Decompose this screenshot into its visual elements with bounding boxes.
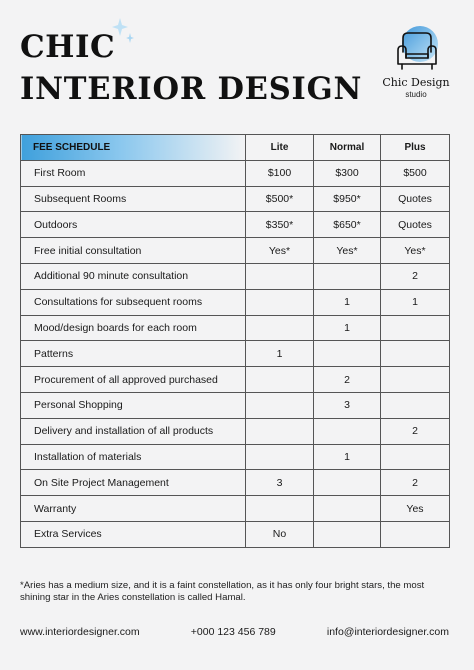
table-row: [21, 263, 450, 289]
row-label: Extra Services: [21, 521, 246, 547]
cell-lite: Yes*: [246, 238, 314, 264]
logo-name: Chic Design: [382, 76, 450, 89]
cell-lite: [246, 392, 314, 418]
cell-normal: [314, 496, 381, 522]
cell-normal: 3: [314, 392, 381, 418]
cell-plus: 1: [381, 289, 450, 315]
cell-plus: Quotes: [381, 212, 450, 238]
table-row: [21, 341, 450, 367]
cell-lite: 1: [246, 341, 314, 367]
row-label: On Site Project Management: [21, 470, 246, 496]
email-link[interactable]: info@interiordesigner.com: [326, 626, 449, 638]
cell-plus: 2: [381, 470, 450, 496]
cell-normal: [314, 521, 381, 547]
table-row: [21, 418, 450, 444]
column-header-fee-schedule: FEE SCHEDULE: [21, 135, 246, 161]
table-row: [21, 470, 450, 496]
row-label: First Room: [21, 160, 246, 186]
row-label: Installation of materials: [21, 444, 246, 470]
cell-lite: No: [246, 521, 314, 547]
row-label: Patterns: [21, 341, 246, 367]
page-title: [20, 26, 362, 110]
cell-plus: [381, 521, 450, 547]
table-row: [21, 496, 450, 522]
cell-plus: Quotes: [381, 186, 450, 212]
row-label: Additional 90 minute consultation: [21, 263, 246, 289]
cell-lite: [246, 418, 314, 444]
cell-lite: 3: [246, 470, 314, 496]
row-label: Free initial consultation: [21, 238, 246, 264]
fee-schedule-table: [20, 134, 450, 548]
fee-table-body: [21, 160, 450, 547]
cell-lite: [246, 444, 314, 470]
cell-normal: [314, 263, 381, 289]
table-row: [21, 212, 450, 238]
cell-normal: 1: [314, 315, 381, 341]
footnote: *Aries has a medium size, and it is a faint constellation, as it has only four bright stars, the most shining star in the Aries constellation is called Hamal.: [20, 580, 425, 603]
cell-lite: [246, 496, 314, 522]
cell-lite: $350*: [246, 212, 314, 238]
cell-normal: $950*: [314, 186, 381, 212]
cell-plus: Yes: [381, 496, 450, 522]
table-row: [21, 186, 450, 212]
row-label: Warranty: [21, 496, 246, 522]
cell-normal: [314, 418, 381, 444]
cell-normal: [314, 470, 381, 496]
row-label: Subsequent Rooms: [21, 186, 246, 212]
cell-normal: Yes*: [314, 238, 381, 264]
row-label: Personal Shopping: [21, 392, 246, 418]
cell-plus: 2: [381, 263, 450, 289]
cell-plus: [381, 341, 450, 367]
cell-plus: [381, 315, 450, 341]
cell-normal: [314, 341, 381, 367]
table-row: [21, 315, 450, 341]
cell-lite: $100: [246, 160, 314, 186]
table-row: [21, 392, 450, 418]
studio-logo: [376, 24, 456, 99]
cell-lite: [246, 289, 314, 315]
phone-number: +000 123 456 789: [190, 626, 276, 638]
column-header-lite: Lite: [246, 135, 314, 161]
row-label: Outdoors: [21, 212, 246, 238]
logo-subtitle: studio: [405, 90, 427, 99]
table-header-row: [21, 135, 450, 161]
cell-normal: $650*: [314, 212, 381, 238]
table-row: [21, 160, 450, 186]
row-label: Mood/design boards for each room: [21, 315, 246, 341]
row-label: Delivery and installation of all products: [21, 418, 246, 444]
cell-plus: Yes*: [381, 238, 450, 264]
sparkle-icon: [112, 18, 136, 44]
cell-plus: $500: [381, 160, 450, 186]
cell-normal: 1: [314, 444, 381, 470]
title-line-1: CHIC: [20, 29, 116, 65]
website-link[interactable]: www.interiordesigner.com: [20, 626, 140, 638]
table-row: [21, 289, 450, 315]
table-row: [21, 367, 450, 393]
footer: [20, 626, 449, 638]
column-header-normal: Normal: [314, 135, 381, 161]
table-row: [21, 521, 450, 547]
cell-lite: [246, 315, 314, 341]
table-row: [21, 238, 450, 264]
column-header-plus: Plus: [381, 135, 450, 161]
cell-normal: 2: [314, 367, 381, 393]
cell-lite: [246, 263, 314, 289]
cell-normal: $300: [314, 160, 381, 186]
cell-plus: 2: [381, 418, 450, 444]
cell-plus: [381, 392, 450, 418]
cell-normal: 1: [314, 289, 381, 315]
table-row: [21, 444, 450, 470]
cell-lite: [246, 367, 314, 393]
cell-plus: [381, 444, 450, 470]
row-label: Consultations for subsequent rooms: [21, 289, 246, 315]
cell-plus: [381, 367, 450, 393]
cell-lite: $500*: [246, 186, 314, 212]
armchair-icon: [385, 24, 447, 74]
title-line-2: INTERIOR DESIGN: [20, 71, 363, 107]
row-label: Procurement of all approved purchased: [21, 367, 246, 393]
